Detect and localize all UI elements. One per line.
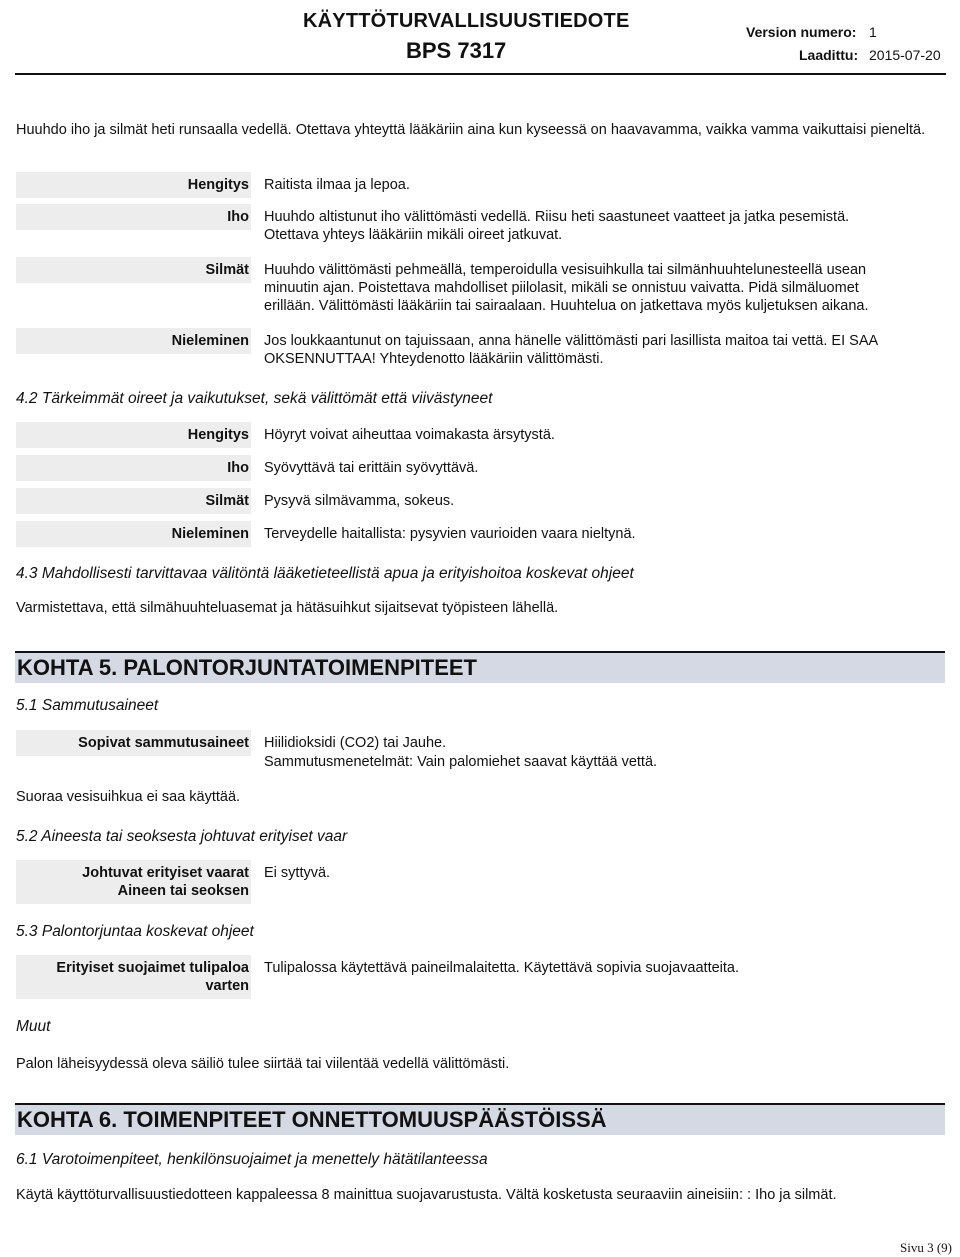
header-divider bbox=[15, 73, 946, 75]
protective-equipment-label bbox=[16, 955, 251, 999]
symptom-value-silmat: Pysyvä silmävamma, sokeus. bbox=[264, 493, 455, 509]
subsection-5-3-title: 5.3 Palontorjuntaa koskevat ohjeet bbox=[16, 923, 254, 940]
first-aid-value-silmat: Huuhdo välittömästi pehmeällä, temperoidulla vesisuihkulla tai silmänhuuhtelunesteellä usean minuutin ajan. Poistettava mahdolliset piilolasit, mikäli se onnistuu vaivatta. Pidä silmäluomet erillään. Välittömästi lääkäriin tai sairaalaan. Huuhtelua on jatkettava myös kuljetuksen aikana. bbox=[264, 262, 869, 314]
date-label: Laadittu: bbox=[799, 47, 859, 63]
special-hazards-label-line2: Aineen tai seoksen bbox=[117, 883, 249, 899]
first-aid-label-hengitys: Hengitys bbox=[16, 172, 251, 198]
page-number: Sivu 3 (9) bbox=[900, 1240, 952, 1255]
section-6-heading: KOHTA 6. TOIMENPITEET ONNETTOMUUSPÄÄSTÖISSÄ bbox=[15, 1103, 945, 1135]
first-aid-value-nieleminen: Jos loukkaantunut on tajuissaan, anna hänelle välittömästi pari lasillista maitoa tai vettä. EI SAA OKSENNUTTAA! Yhteydenotto lääkäriin välittömästi. bbox=[264, 333, 878, 367]
symptom-label-nieleminen: Nieleminen bbox=[16, 521, 251, 547]
version-value: 1 bbox=[869, 24, 877, 40]
subsection-6-1-text: Käytä käyttöturvallisuustiedotteen kappaleessa 8 mainittua suojavarustusta. Vältä kosketusta seuraaviin aineisiin: : Iho ja silmät. bbox=[16, 1187, 837, 1203]
muut-title: Muut bbox=[16, 1018, 51, 1035]
protective-equipment-value: Tulipalossa käytettävä paineilmalaitetta. Käytettävä sopivia suojavaatteita. bbox=[264, 960, 740, 976]
intro-text: Huuhdo iho ja silmät heti runsaalla vedellä. Otettava yhteyttä lääkäriin aina kun kyseessä on haavavamma, vaikka vamma vaikuttaisi pieneltä. bbox=[16, 122, 926, 138]
date-value: 2015-07-20 bbox=[869, 47, 941, 63]
symptom-label-hengitys: Hengitys bbox=[16, 422, 251, 448]
muut-text: Palon läheisyydessä oleva säiliö tulee siirtää tai viilentää vedellä välittömästi. bbox=[16, 1056, 510, 1072]
extinguishing-media-note: Suoraa vesisuihkua ei saa käyttää. bbox=[16, 789, 241, 805]
protective-equipment-label-line2: varten bbox=[205, 978, 249, 994]
protective-equipment-label-line1: Erityiset suojaimet tulipaloa bbox=[56, 960, 249, 976]
first-aid-value-iho: Huuhdo altistunut iho välittömästi vedellä. Riisu heti saastuneet vaatteet ja jatka pesemistä. Otettava yhteys lääkäriin mikäli oireet jatkuvat. bbox=[264, 209, 850, 243]
subsection-6-1-title: 6.1 Varotoimenpiteet, henkilönsuojaimet ja menettely hätätilanteessa bbox=[16, 1151, 488, 1168]
section-5-heading: KOHTA 5. PALONTORJUNTATOIMENPITEET bbox=[15, 651, 945, 683]
special-hazards-value: Ei syttyvä. bbox=[264, 865, 331, 881]
subsection-4-3-text: Varmistettava, että silmähuuhteluasemat ja hätäsuihkut sijaitsevat työpisteen lähellä. bbox=[16, 600, 559, 616]
symptom-value-iho: Syövyttävä tai erittäin syövyttävä. bbox=[264, 460, 479, 476]
subsection-5-2-title: 5.2 Aineesta tai seoksesta johtuvat erityiset vaar bbox=[16, 828, 348, 845]
document-title: KÄYTTÖTURVALLISUUSTIEDOTE bbox=[303, 10, 630, 32]
symptom-value-nieleminen: Terveydelle haitallista: pysyvien vaurioiden vaara nieltynä. bbox=[264, 526, 636, 542]
product-code: BPS 7317 bbox=[406, 38, 507, 63]
special-hazards-label-line1: Johtuvat erityiset vaarat bbox=[82, 865, 249, 881]
subsection-5-1-title: 5.1 Sammutusaineet bbox=[16, 697, 159, 714]
symptom-label-iho: Iho bbox=[16, 455, 251, 481]
subsection-4-2-title: 4.2 Tärkeimmät oireet ja vaikutukset, sekä välittömät että viivästyneet bbox=[16, 390, 493, 407]
symptom-label-silmat: Silmät bbox=[16, 488, 251, 514]
version-label: Version numero: bbox=[746, 24, 857, 40]
extinguishing-media-value-line2: Sammutusmenetelmät: Vain palomiehet saavat käyttää vettä. bbox=[264, 754, 658, 770]
extinguishing-media-label: Sopivat sammutusaineet bbox=[16, 730, 251, 756]
symptom-value-hengitys: Höyryt voivat aiheuttaa voimakasta ärsytystä. bbox=[264, 427, 555, 443]
extinguishing-media-value-line1: Hiilidioksidi (CO2) tai Jauhe. bbox=[264, 735, 447, 751]
first-aid-label-silmat: Silmät bbox=[16, 257, 251, 283]
first-aid-label-iho: Iho bbox=[16, 204, 251, 230]
first-aid-label-nieleminen: Nieleminen bbox=[16, 328, 251, 354]
special-hazards-label bbox=[16, 860, 251, 904]
subsection-4-3-title: 4.3 Mahdollisesti tarvittavaa välitöntä lääketieteellistä apua ja erityishoitoa koskevat ohjeet bbox=[16, 565, 634, 582]
first-aid-value-hengitys: Raitista ilmaa ja lepoa. bbox=[264, 177, 410, 193]
